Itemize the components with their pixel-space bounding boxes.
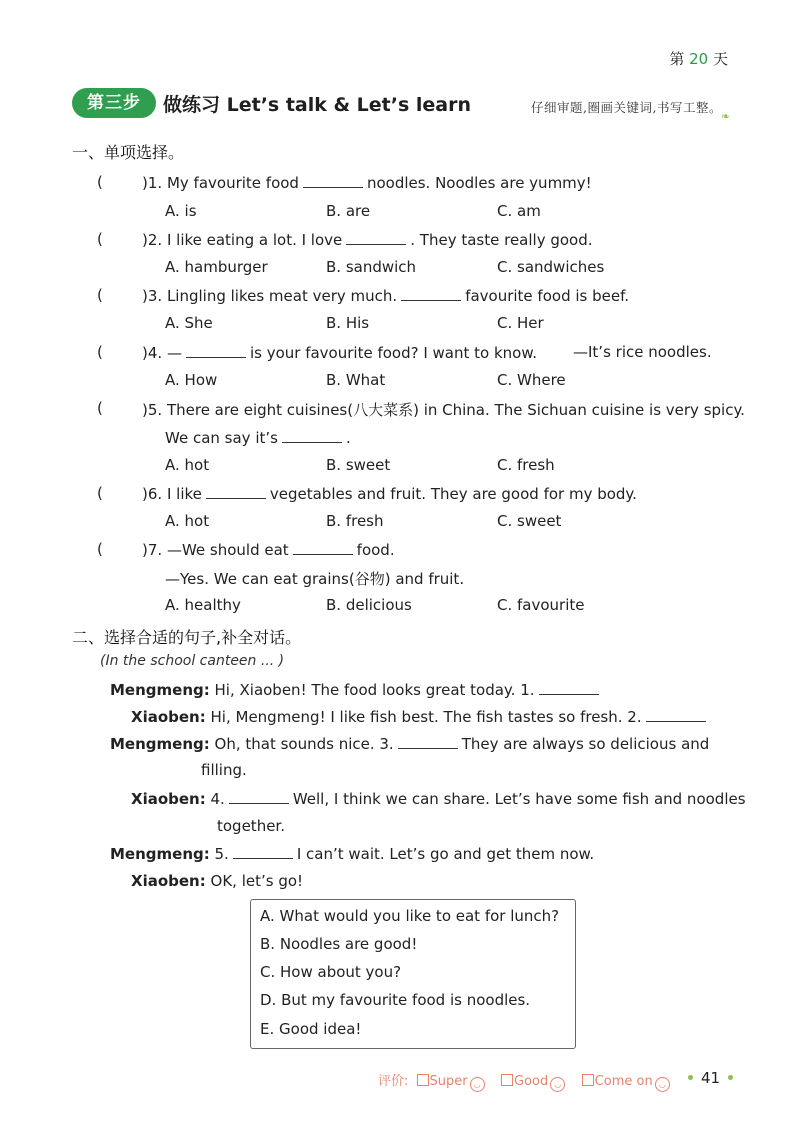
day-number: 20 [689,50,709,68]
dialogue-text: Well, I think we can share. Let’s have some fish and noodles [292,790,746,808]
option-b[interactable]: B. sweet [326,456,391,474]
answer-paren[interactable]: ( [97,286,103,304]
day-suffix: 天 [712,50,728,68]
day-prefix: 第 [669,50,685,68]
option-c[interactable]: C. sweet [497,512,562,530]
question-text: . They taste really good. [410,231,593,249]
leaf-icon: ❧ [720,110,730,123]
option-b[interactable]: B. sandwich [326,258,417,276]
answer-blank[interactable] [646,707,706,722]
question-text: . [345,429,351,447]
question-text: food. [356,541,395,559]
answer-blank[interactable] [303,173,363,188]
question-text: favourite food is beef. [465,287,630,305]
answer-blank[interactable] [186,343,246,358]
question-text: — [166,344,182,362]
smiley-icon: ◡ [655,1077,670,1092]
answer-blank[interactable] [282,428,342,443]
question-text: noodles. Noodles are yummy! [366,174,592,192]
option-d[interactable]: D. But my favourite food is noodles. [260,991,531,1009]
option-b[interactable]: B. fresh [326,512,384,530]
question-text: vegetables and fruit. They are good for my body. [269,485,637,503]
dialogue-line-3-cont: filling. [201,761,247,779]
speaker-name: Xiaoben: [131,872,206,890]
dialogue-text: Hi, Mengmeng! I like fish best. The fish tastes so fresh. 2. [210,708,642,726]
option-a[interactable]: A. hot [165,456,210,474]
question-number: )5. [142,401,163,419]
dot-icon [728,1075,733,1080]
step-badge: 第三步 [72,88,156,118]
question-1 [142,173,592,192]
answer-paren[interactable]: ( [97,540,103,558]
question-2 [142,230,593,249]
answer-blank[interactable] [206,484,266,499]
question-3 [142,286,629,305]
step-title: 做练习 Let’s talk & Let’s learn [163,94,472,116]
option-b[interactable]: B. delicious [326,596,412,614]
dialogue-line-3 [110,734,709,753]
answer-blank[interactable] [233,844,293,859]
answer-blank[interactable] [401,286,461,301]
dialogue-line-5 [110,844,594,863]
question-4 [142,343,537,362]
dialogue-line-2 [131,707,710,726]
question-7-reply: —Yes. We can eat grains(谷物) and fruit. [165,570,465,588]
option-b[interactable]: B. Noodles are good! [260,935,418,953]
option-c[interactable]: C. fresh [497,456,555,474]
page-number-text: 41 [701,1069,721,1087]
speaker-name: Mengmeng: [110,845,210,863]
rating-super: Super [429,1074,468,1089]
question-number: )4. [142,344,163,362]
section-title-1: 一、单项选择。 [72,143,185,162]
dialogue-line-4-cont: together. [217,817,285,835]
speaker-name: Xiaoben: [131,708,206,726]
dialogue-line-1 [110,680,603,699]
checkbox-icon[interactable] [501,1074,513,1086]
question-text: I like [166,485,202,503]
dialogue-text: Hi, Xiaoben! The food looks great today. 1. [214,681,535,699]
option-c[interactable]: C. Her [497,314,544,332]
question-text: I like eating a lot. I love [166,231,343,249]
answer-paren[interactable]: ( [97,230,103,248]
option-b[interactable]: B. What [326,371,386,389]
checkbox-icon[interactable] [582,1074,594,1086]
option-a[interactable]: A. hot [165,512,210,530]
answer-paren[interactable]: ( [97,173,103,191]
option-c[interactable]: C. sandwiches [497,258,605,276]
speaker-name: Xiaoben: [131,790,206,808]
speaker-name: Mengmeng: [110,681,210,699]
option-e[interactable]: E. Good idea! [260,1020,362,1038]
option-a[interactable]: A. healthy [165,596,241,614]
answer-paren[interactable]: ( [97,484,103,502]
question-6 [142,484,637,503]
checkbox-icon[interactable] [417,1074,429,1086]
option-b[interactable]: B. are [326,202,371,220]
question-text: Lingling likes meat very much. [166,287,398,305]
speaker-name: Mengmeng: [110,735,210,753]
dot-icon [688,1075,693,1080]
question-text: We can say it’s [165,429,278,447]
dialogue-text: Oh, that sounds nice. 3. [214,735,394,753]
option-c[interactable]: C. am [497,202,541,220]
page-number [680,1069,741,1087]
option-c[interactable]: C. favourite [497,596,585,614]
section-title-2: 二、选择合适的句子,补全对话。 [72,628,302,647]
option-c[interactable]: C. How about you? [260,963,402,981]
question-text: My favourite food [166,174,299,192]
rating-good: Good [514,1074,549,1089]
dialogue-text: 4. [210,790,225,808]
question-number: )1. [142,174,163,192]
option-b[interactable]: B. His [326,314,370,332]
evaluation-bar [378,1070,670,1092]
option-a[interactable]: A. hamburger [165,258,268,276]
answer-blank[interactable] [229,789,289,804]
dialogue-text: They are always so delicious and [461,735,710,753]
option-c[interactable]: C. Where [497,371,566,389]
option-a[interactable]: A. What would you like to eat for lunch? [260,907,560,925]
question-text: —We should eat [166,541,289,559]
option-a[interactable]: A. How [165,371,218,389]
tip-text: 仔细审题,圈画关键词,书写工整。 [531,100,722,115]
answer-paren[interactable]: ( [97,399,103,417]
answer-blank[interactable] [346,230,406,245]
rating-come-on: Come on [594,1074,653,1089]
dialogue-line-4 [131,789,746,808]
question-7 [142,540,395,559]
question-number: )7. [142,541,163,559]
option-a[interactable]: A. She [165,314,213,332]
question-number: )3. [142,287,163,305]
question-text: is your favourite food? I want to know. [249,344,537,362]
day-label [669,48,728,69]
answer-paren[interactable]: ( [97,343,103,361]
dialogue-text: OK, let’s go! [210,872,304,890]
scene-note: (In the school canteen ... ) [100,653,285,669]
smiley-icon: ◡ [550,1077,565,1092]
question-4-reply: —It’s rice noodles. [573,343,712,361]
dialogue-line-6 [131,872,303,890]
dialogue-text: I can’t wait. Let’s go and get them now. [296,845,595,863]
eval-label: 评价: [378,1074,409,1089]
question-number: )2. [142,231,163,249]
question-5-line-2 [165,428,351,447]
option-a[interactable]: A. is [165,202,197,220]
answer-blank[interactable] [398,734,458,749]
dialogue-text: 5. [214,845,229,863]
answer-blank[interactable] [293,540,353,555]
answer-blank[interactable] [539,680,599,695]
question-number: )6. [142,485,163,503]
smiley-icon: ◡ [470,1077,485,1092]
question-5 [142,399,745,420]
question-text: There are eight cuisines(八大菜系) in China. The Sichuan cuisine is very spicy. [166,401,745,419]
